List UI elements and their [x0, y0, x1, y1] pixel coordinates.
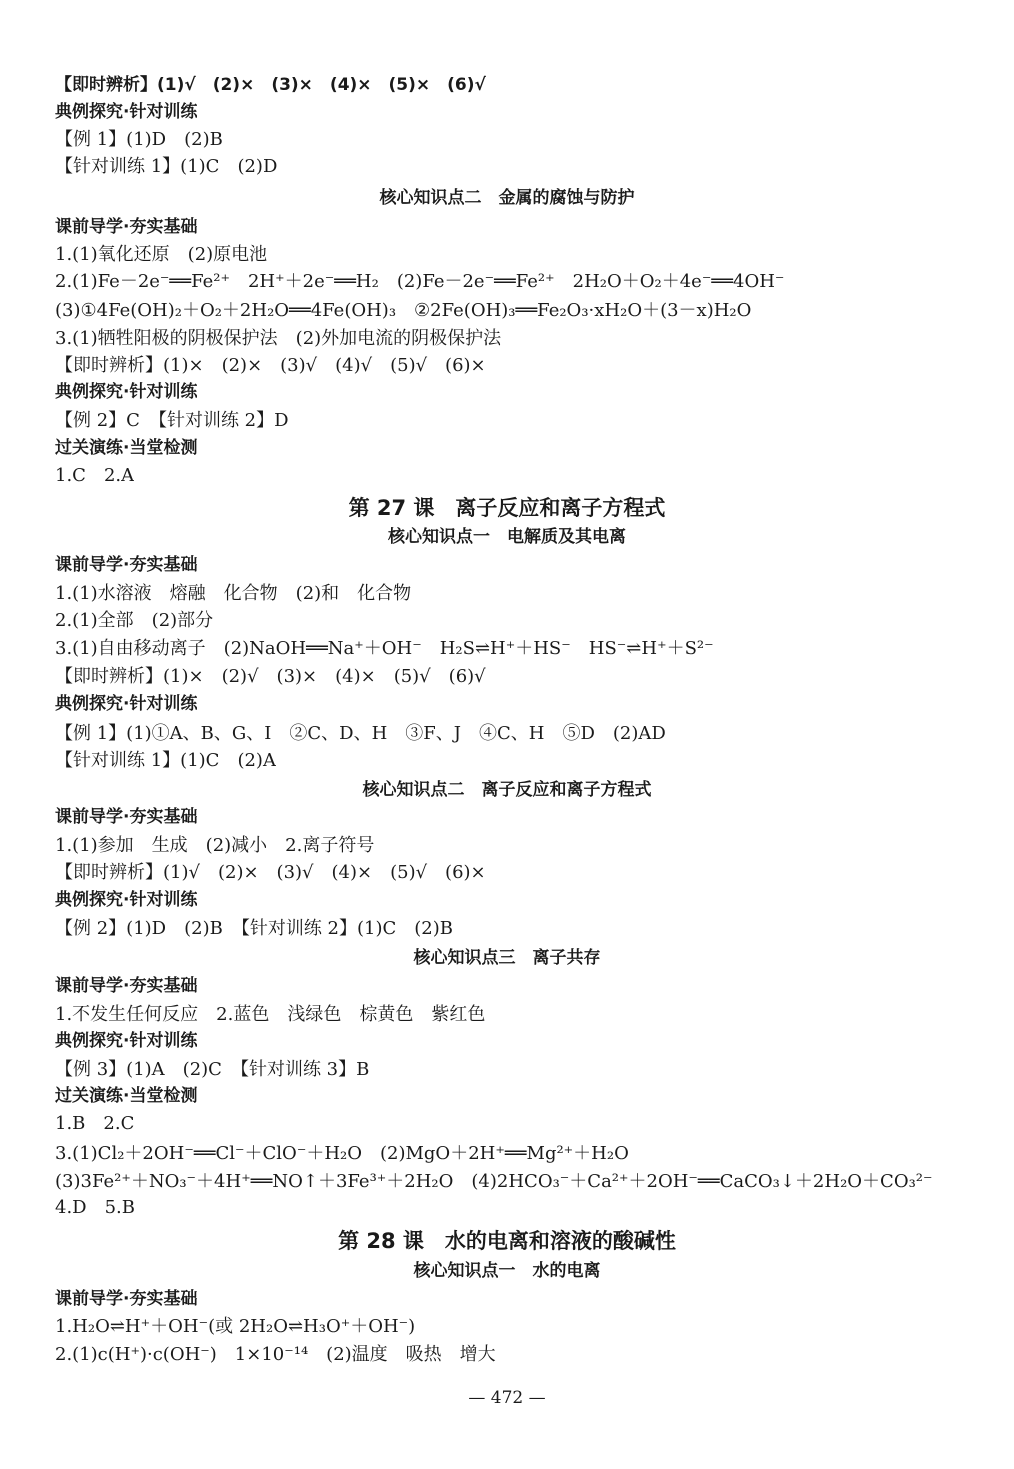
- answer-line: 1.(1)氧化还原 (2)原电池: [55, 244, 268, 265]
- example-answer: 【例 1】(1)D (2)B: [55, 129, 223, 150]
- quick-check-answers: 【即时辨析】(1)× (2)× (3)√ (4)√ (5)√ (6)×: [55, 355, 486, 376]
- answer-line: 3.(1)自由移动离子 (2)NaOH══Na⁺＋OH⁻ H₂S⇌H⁺＋HS⁻ HS⁻⇌H⁺＋S²⁻: [55, 638, 714, 659]
- knowledge-point-title: 核心知识点二 离子反应和离子方程式: [362, 780, 652, 800]
- section-heading: 典例探究·针对训练: [55, 890, 198, 910]
- answer-line: 1.B 2.C: [55, 1113, 135, 1134]
- practice-answer: 【针对训练 1】(1)C (2)D: [55, 156, 278, 177]
- example-answer: 【例 1】(1)①A、B、G、I ②C、D、H ③F、J ④C、H ⑤D (2)AD: [55, 723, 666, 744]
- answer-line: 3.(1)Cl₂＋2OH⁻══Cl⁻＋ClO⁻＋H₂O (2)MgO＋2H⁺══Mg²⁺＋H₂O: [55, 1143, 629, 1164]
- example-answer: 【例 2】(1)D (2)B 【针对训练 2】(1)C (2)B: [55, 918, 453, 939]
- knowledge-point-title: 核心知识点一 水的电离: [413, 1261, 601, 1281]
- section-heading: 典例探究·针对训练: [55, 102, 198, 122]
- answer-line: 1.H₂O⇌H⁺＋OH⁻(或 2H₂O⇌H₃O⁺＋OH⁻): [55, 1316, 416, 1337]
- section-heading: 课前导学·夯实基础: [55, 217, 198, 237]
- answer-line: 2.(1)Fe－2e⁻══Fe²⁺ 2H⁺＋2e⁻══H₂ (2)Fe－2e⁻══Fe²⁺ 2H₂O＋O₂＋4e⁻══4OH⁻: [55, 271, 785, 292]
- lesson-title: 第 27 课 离子反应和离子方程式: [348, 496, 666, 520]
- answer-line: 1.不发生任何反应 2.蓝色 浅绿色 棕黄色 紫红色: [55, 1004, 486, 1025]
- knowledge-point-title: 核心知识点二 金属的腐蚀与防护: [379, 188, 635, 208]
- answer-line: 1.C 2.A: [55, 465, 135, 486]
- lesson-title: 第 28 课 水的电离和溶液的酸碱性: [338, 1229, 676, 1253]
- quick-check-answers: 【即时辨析】(1)√ (2)× (3)√ (4)× (5)√ (6)×: [55, 862, 486, 883]
- knowledge-point-title: 核心知识点一 电解质及其电离: [388, 527, 626, 547]
- answer-line: 2.(1)全部 (2)部分: [55, 610, 214, 631]
- answer-line: 1.(1)参加 生成 (2)减小 2.离子符号: [55, 835, 375, 856]
- section-heading: 典例探究·针对训练: [55, 1031, 198, 1051]
- example-answer: 【例 3】(1)A (2)C 【针对训练 3】B: [55, 1059, 370, 1080]
- practice-answer: 【针对训练 1】(1)C (2)A: [55, 750, 276, 771]
- section-heading: 过关演练·当堂检测: [55, 438, 198, 458]
- answer-line: 4.D 5.B: [55, 1197, 136, 1218]
- answer-line: (3)3Fe²⁺＋NO₃⁻＋4H⁺══NO↑＋3Fe³⁺＋2H₂O (4)2HCO₃⁻＋Ca²⁺＋2OH⁻══CaCO₃↓＋2H₂O＋CO₃²⁻: [55, 1171, 933, 1192]
- quick-check-answers: 【即时辨析】(1)√ (2)× (3)× (4)× (5)× (6)√: [55, 75, 486, 95]
- answer-line: 2.(1)c(H⁺)·c(OH⁻) 1×10⁻¹⁴ (2)温度 吸热 增大: [55, 1344, 496, 1365]
- section-heading: 课前导学·夯实基础: [55, 555, 198, 575]
- knowledge-point-title: 核心知识点三 离子共存: [413, 948, 601, 968]
- section-heading: 过关演练·当堂检测: [55, 1086, 198, 1106]
- section-heading: 课前导学·夯实基础: [55, 976, 198, 996]
- section-heading: 典例探究·针对训练: [55, 382, 198, 402]
- quick-check-answers: 【即时辨析】(1)× (2)√ (3)× (4)× (5)√ (6)√: [55, 666, 486, 687]
- page-number: — 472 —: [468, 1388, 546, 1408]
- answer-line: (3)①4Fe(OH)₂＋O₂＋2H₂O══4Fe(OH)₃ ②2Fe(OH)₃══Fe₂O₃·xH₂O＋(3－x)H₂O: [55, 300, 752, 321]
- answer-line: 1.(1)水溶液 熔融 化合物 (2)和 化合物: [55, 583, 412, 604]
- section-heading: 典例探究·针对训练: [55, 694, 198, 714]
- answer-line: 3.(1)牺牲阳极的阴极保护法 (2)外加电流的阴极保护法: [55, 328, 502, 349]
- section-heading: 课前导学·夯实基础: [55, 807, 198, 827]
- example-answer: 【例 2】C 【针对训练 2】D: [55, 410, 289, 431]
- section-heading: 课前导学·夯实基础: [55, 1289, 198, 1309]
